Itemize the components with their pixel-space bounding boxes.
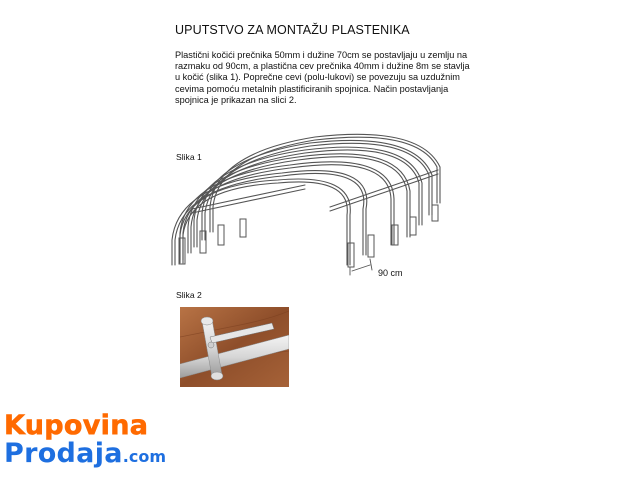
figure-2-caption: Slika 2: [176, 290, 202, 300]
arch-5: [180, 162, 394, 260]
page-title: UPUTSTVO ZA MONTAŽU PLASTENIKA: [175, 23, 410, 37]
logo-word: Prodaja: [4, 438, 123, 469]
arch-4: [188, 154, 410, 253]
logo-line-2: [4, 440, 166, 471]
arch-6: [172, 171, 367, 265]
logo-line-1: Kupovina: [4, 410, 149, 441]
greenhouse-frame-diagram: [170, 125, 460, 285]
site-logo: [4, 412, 166, 471]
paragraph-line: spojnica je prikazan na slici 2.: [175, 94, 297, 105]
dimension-label: 90 cm: [378, 268, 403, 278]
paragraph-line: Plastični kočići prečnika 50mm i dužine 70cm se postavljaju u zemlju na: [175, 50, 468, 60]
paragraph-line: cevima pomoću metalnih plastificiranih spojnica. Način postavljanja: [175, 83, 449, 94]
instructions-paragraph: [175, 50, 475, 106]
paragraph-line: u kočić (slika 1). Poprečne cevi (polu-lukovi) se povezuju sa uzdužnim: [175, 72, 460, 83]
stakes: [179, 205, 438, 267]
clamp-photo: [180, 307, 289, 387]
paragraph-line: razmaku od 90cm, a plastična cev prečnika 40mm i dužine 8m se stavlja: [175, 61, 470, 72]
figure-1-caption: Slika 1: [176, 152, 202, 162]
logo-suffix: .com: [122, 447, 167, 466]
